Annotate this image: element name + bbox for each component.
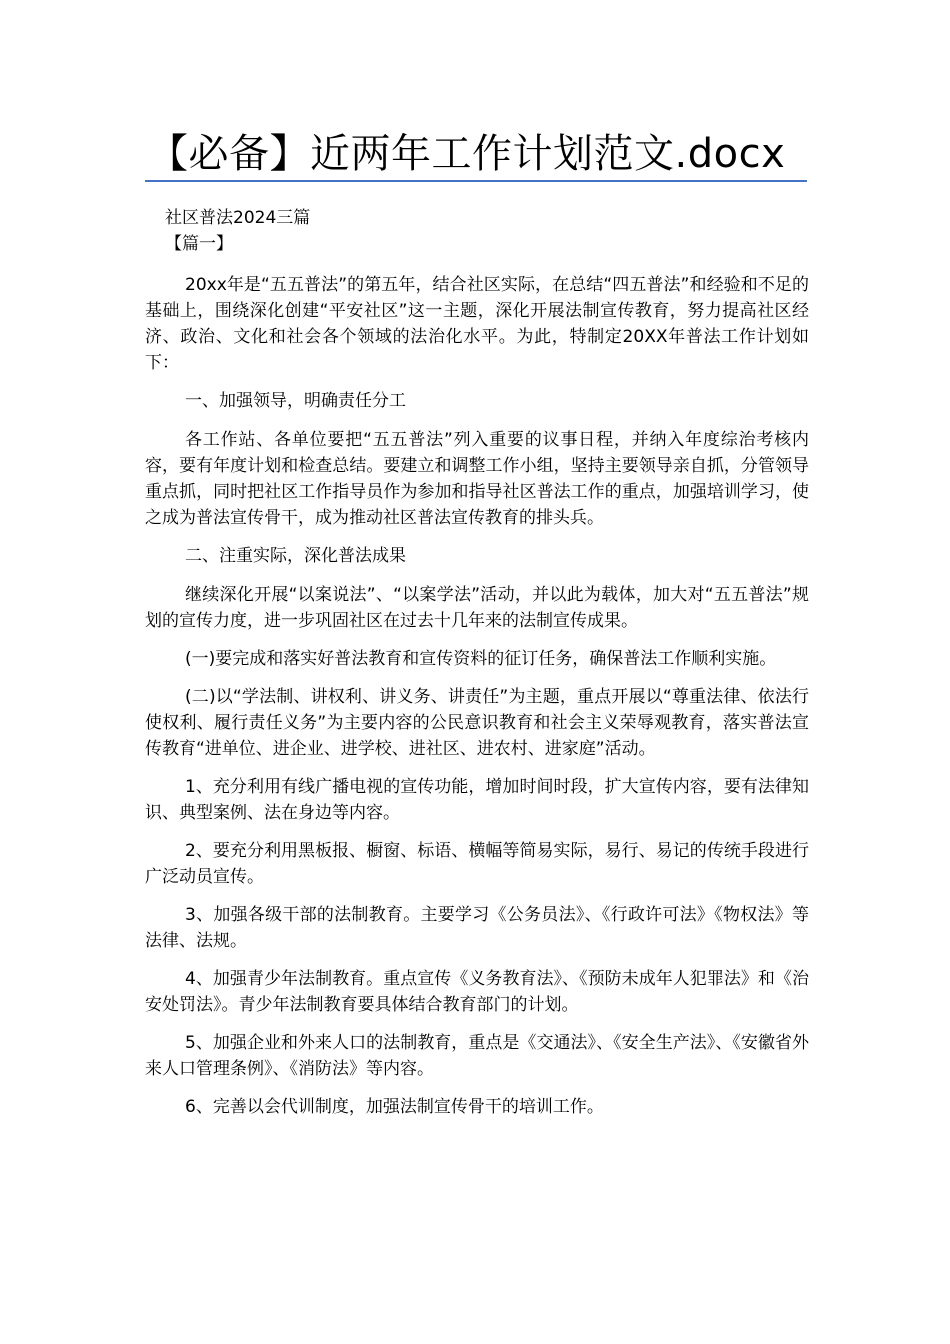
heading-practice: 二、注重实际，深化普法成果 xyxy=(185,546,406,566)
title-underline xyxy=(145,180,807,182)
paragraph-item-one: (一)要完成和落实好普法教育和宣传资料的征订任务，确保普法工作顺利实施。 xyxy=(185,649,777,669)
paragraph-intro: 20xx年是“五五普法”的第五年，结合社区实际，在总结“四五普法”和经验和不足的基础上，围绕深化创建“平安社区”这一主题，深化开展法制宣传教育，努力提高社区经济、政治、文化和社会各个领域的法治化水平。为此，特制定20XX年普法工作计划如下： xyxy=(145,275,809,373)
section-label: 【篇一】 xyxy=(165,234,233,254)
document-subtitle: 社区普法2024三篇 xyxy=(165,208,311,228)
heading-leadership: 一、加强领导，明确责任分工 xyxy=(185,391,406,411)
list-item-1: 1、充分利用有线广播电视的宣传功能，增加时间时段，扩大宣传内容，要有法律知识、典型案例、法在身边等内容。 xyxy=(145,777,809,823)
list-item-3: 3、加强各级干部的法制教育。主要学习《公务员法》、《行政许可法》《物权法》等法律、法规。 xyxy=(145,905,809,951)
document-title: 【必备】近两年工作计划范文.docx xyxy=(148,131,786,177)
paragraph-item-two: (二)以“学法制、讲权利、讲义务、讲责任”为主题，重点开展以“尊重法律、依法行使权利、履行责任义务”为主要内容的公民意识教育和社会主义荣辱观教育，落实普法宣传教育“进单位、进企业、进学校、进社区、进农村、进家庭”活动。 xyxy=(145,687,809,759)
list-item-5: 5、加强企业和外来人口的法制教育，重点是《交通法》、《安全生产法》、《安徽省外来人口管理条例》、《消防法》等内容。 xyxy=(145,1033,809,1079)
document-body xyxy=(145,205,809,1132)
list-item-2: 2、要充分利用黑板报、橱窗、标语、横幅等简易实际，易行、易记的传统手段进行广泛动员宣传。 xyxy=(145,841,809,887)
paragraph-practice: 继续深化开展“以案说法”、“以案学法”活动，并以此为载体，加大对“五五普法”规划的宣传力度，进一步巩固社区在过去十几年来的法制宣传成果。 xyxy=(145,585,809,631)
list-item-4: 4、加强青少年法制教育。重点宣传《义务教育法》、《预防未成年人犯罪法》和《治安处罚法》。青少年法制教育要具体结合教育部门的计划。 xyxy=(145,969,809,1015)
paragraph-leadership: 各工作站、各单位要把“五五普法”列入重要的议事日程，并纳入年度综治考核内容，要有年度计划和检查总结。要建立和调整工作小组，坚持主要领导亲自抓，分管领导重点抓，同时把社区工作指导员作为参加和指导社区普法工作的重点，加强培训学习，使之成为普法宣传骨干，成为推动社区普法宣传教育的排头兵。 xyxy=(145,430,809,528)
list-item-6: 6、完善以会代训制度，加强法制宣传骨干的培训工作。 xyxy=(185,1097,604,1117)
